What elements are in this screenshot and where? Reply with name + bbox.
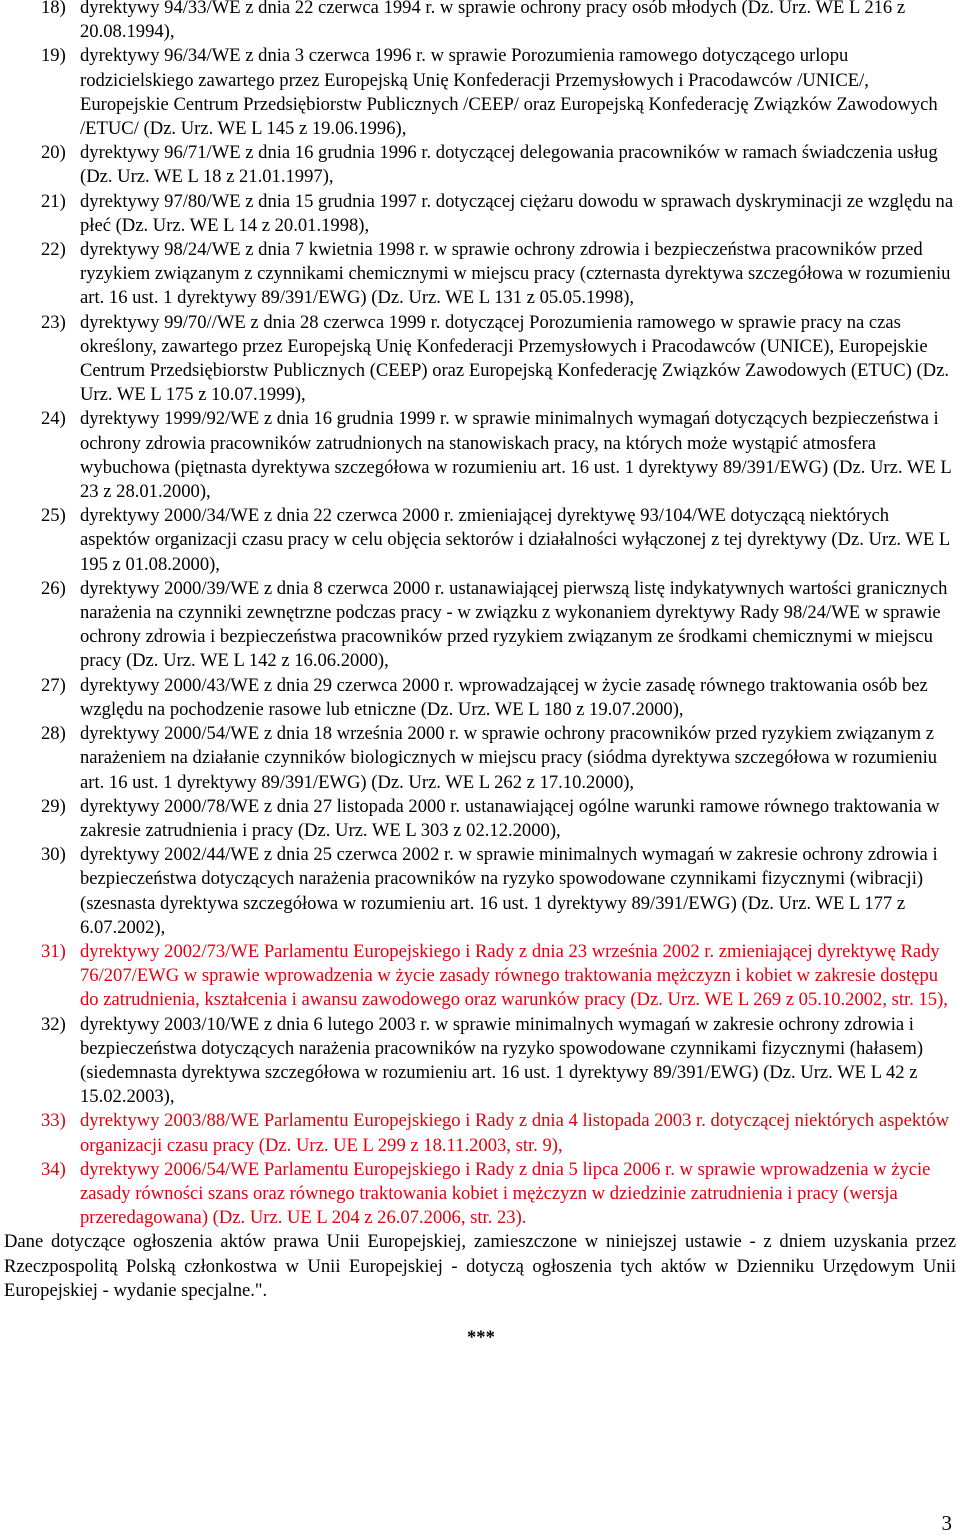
page-number: 3 (941, 1510, 952, 1535)
list-item-text: dyrektywy 97/80/WE z dnia 15 grudnia 1997 r. dotyczącej ciężaru dowodu w sprawach dyskryminacji ze względu na płeć (Dz. Urz. WE L 14 z 20.01.1998), (80, 190, 954, 236)
list-item (0, 1013, 960, 1110)
list-item (0, 311, 960, 408)
list-item-number: 24) (41, 408, 66, 430)
list-item (0, 407, 960, 504)
list-item (0, 141, 960, 189)
list-item-number: 20) (41, 142, 66, 164)
list-item-text: dyrektywy 2003/10/WE z dnia 6 lutego 2003 r. w sprawie minimalnych wymagań w zakresie ochrony zdrowia i bezpieczeństwa dotyczących narażenia pracowników na ryzyko spowodowane czynnikami fizycznymi (hałasem) (siedemnasta dyrektywa szczegółowa w rozumieniu art. 16 ust. 1 dyrektywy 89/391/EWG) (Dz. Urz. WE L 42 z 15.02.2003), (80, 1013, 924, 1108)
list-item-number: 31) (41, 940, 66, 962)
list-item (0, 1109, 960, 1157)
list-item-text: dyrektywy 1999/92/WE z dnia 16 grudnia 1999 r. w sprawie minimalnych wymagań dotyczących bezpieczeństwa i ochrony zdrowia pracowników zatrudnionych na stanowiskach pracy, na których może wystąpić atmosfera wybuchowa (piętnasta dyrektywa szczegółowa w rozumieniu art. 16 ust. 1 dyrektywy 89/391/EWG) (Dz. Urz. WE L 23 z 28.01.2000), (80, 408, 952, 503)
list-item-text: dyrektywy 2000/39/WE z dnia 8 czerwca 2000 r. ustanawiającej pierwszą listę indykatywnych wartości granicznych narażenia na czynniki zewnętrzne podczas pracy - w związku z wykonaniem dyrektywy Rady 98/24/WE w sprawie ochrony zdrowia i bezpieczeństwa pracowników przed ryzykiem związanym ze środkami chemicznymi w miejscu pracy (Dz. Urz. WE L 142 z 16.06.2000), (80, 577, 948, 672)
list-item (0, 1158, 960, 1231)
list-item-number: 28) (41, 723, 66, 745)
list-item-number: 29) (41, 795, 66, 817)
list-item (0, 940, 960, 1013)
list-item-text: dyrektywy 2006/54/WE Parlamentu Europejskiego i Rady z dnia 5 lipca 2006 r. w sprawie wprowadzenia w życie zasady równości szans oraz równego traktowania kobiet i mężczyzn w dziedzinie zatrudnienia i pracy (wersja przeredagowana) (Dz. Urz. UE L 204 z 26.07.2006, str. 23). (80, 1158, 931, 1229)
list-item-text: dyrektywy 2000/78/WE z dnia 27 listopada 2000 r. ustanawiającej ogólne warunki ramowe równego traktowania w zakresie zatrudnienia i pracy (Dz. Urz. WE L 303 z 02.12.2000), (80, 795, 940, 841)
list-item (0, 190, 960, 238)
list-item (0, 504, 960, 577)
list-item-text: dyrektywy 2000/43/WE z dnia 29 czerwca 2000 r. wprowadzającej w życie zasadę równego traktowania osób bez względu na pochodzenie rasowe lub etniczne (Dz. Urz. WE L 180 z 19.07.2000), (80, 674, 928, 720)
list-item (0, 238, 960, 311)
list-item (0, 44, 960, 141)
list-item-text: dyrektywy 2002/73/WE Parlamentu Europejskiego i Rady z dnia 23 września 2002 r. zmieniającej dyrektywę Rady 76/207/EWG w sprawie wprowadzenia w życie zasady równego traktowania mężczyzn i kobiet w zakresie dostępu do zatrudnienia, kształcenia i awansu zawodowego oraz warunków pracy (Dz. Urz. WE L 269 z 05.10.2002, str. 15), (80, 940, 948, 1011)
list-item-number: 19) (41, 45, 66, 67)
list-item-number: 32) (41, 1013, 66, 1035)
list-item-number: 34) (41, 1158, 66, 1180)
list-item-number: 18) (41, 0, 66, 18)
list-item (0, 577, 960, 674)
list-item-number: 23) (41, 311, 66, 333)
list-item-number: 30) (41, 844, 66, 866)
list-item-number: 33) (41, 1110, 66, 1132)
list-item (0, 843, 960, 940)
list-item-text: dyrektywy 2000/54/WE z dnia 18 września 2000 r. w sprawie ochrony pracowników przed ryzykiem związanym z narażeniem na działanie czynników biologicznych w miejscu pracy (siódma dyrektywa szczegółowa w rozumieniu art. 16 ust. 1 dyrektywy 89/391/EWG) (Dz. Urz. WE L 262 z 17.10.2000), (80, 723, 938, 793)
section-separator: *** (467, 1326, 495, 1348)
list-item-text: dyrektywy 99/70//WE z dnia 28 czerwca 1999 r. dotyczącej Porozumienia ramowego w sprawie pracy na czas określony, zawartego przez Europejską Unię Konfederacji Przemysłowych i Pracodawców (UNICE), Europejskie Centrum Przedsiębiorstw Publicznych (CEEP) oraz Europejską Konfederację Związków Zawodowych (ETUC) (Dz. Urz. WE L 175 z 10.07.1999), (80, 311, 949, 406)
list-item-text: dyrektywy 94/33/WE z dnia 22 czerwca 1994 r. w sprawie ochrony pracy osób młodych (Dz. Urz. WE L 216 z 20.08.1994), (80, 0, 906, 43)
list-item (0, 722, 960, 795)
list-item (0, 795, 960, 843)
list-item-number: 21) (41, 190, 66, 212)
list-item-number: 25) (41, 505, 66, 527)
list-item-text: dyrektywy 2002/44/WE z dnia 25 czerwca 2002 r. w sprawie minimalnych wymagań w zakresie ochrony zdrowia i bezpieczeństwa dotyczących narażenia pracowników na ryzyko spowodowane czynnikami fizycznymi (wibracji) (szesnasta dyrektywa szczegółowa w rozumieniu art. 16 ust. 1 dyrektywy 89/391/EWG) (Dz. Urz. WE L 177 z 6.07.2002), (80, 844, 938, 938)
list-item-text: dyrektywy 2000/34/WE z dnia 22 czerwca 2000 r. zmieniającej dyrektywę 93/104/WE dotyczącą niektórych aspektów organizacji czasu pracy w celu objęcia sektorów i działalności wyłączonej z tej dyrektywy (Dz. Urz. WE L 195 z 01.08.2000), (80, 505, 950, 575)
list-item (0, 674, 960, 722)
list-item-text: dyrektywy 96/34/WE z dnia 3 czerwca 1996 r. w sprawie Porozumienia ramowego dotyczącego urlopu rodzicielskiego zawartego przez Europejską Unię Konfederacji Przemysłowych i Pracodawców /UNICE/, Europejskie Centrum Przedsiębiorstw Publicznych /CEEP/ oraz Europejską Konfederację Związków Zawodowych /ETUC/ (Dz. Urz. WE L 145 z 19.06.1996), (80, 45, 938, 140)
list-item-text: dyrektywy 2003/88/WE Parlamentu Europejskiego i Rady z dnia 4 listopada 2003 r. dotyczącej niektórych aspektów organizacji czasu pracy (Dz. Urz. UE L 299 z 18.11.2003, str. 9), (80, 1110, 950, 1156)
list-item-text: dyrektywy 96/71/WE z dnia 16 grudnia 1996 r. dotyczącej delegowania pracowników w ramach świadczenia usług (Dz. Urz. WE L 18 z 21.01.1997), (80, 142, 938, 188)
list-item-number: 26) (41, 577, 66, 599)
list-item-number: 27) (41, 674, 66, 696)
list-item (0, 0, 960, 44)
list-item-text: dyrektywy 98/24/WE z dnia 7 kwietnia 1998 r. w sprawie ochrony zdrowia i bezpieczeństwa pracowników przed ryzykiem związanym z czynnikami chemicznymi w miejscu pracy (czternasta dyrektywa szczegółowa w rozumieniu art. 16 ust. 1 dyrektywy 89/391/EWG) (Dz. Urz. WE L 131 z 05.05.1998), (80, 239, 951, 309)
list-item-number: 22) (41, 239, 66, 261)
closing-paragraph: Dane dotyczące ogłoszenia aktów prawa Unii Europejskiej, zamieszczone w niniejszej ustawie - z dniem uzyskania przez Rzeczpospolitą Polską członkostwa w Unii Europejskiej - dotyczą ogłoszenia tych aktów w Dzienniku Urzędowym Unii Europejskiej - wydanie specjalne.". (4, 1231, 956, 1301)
